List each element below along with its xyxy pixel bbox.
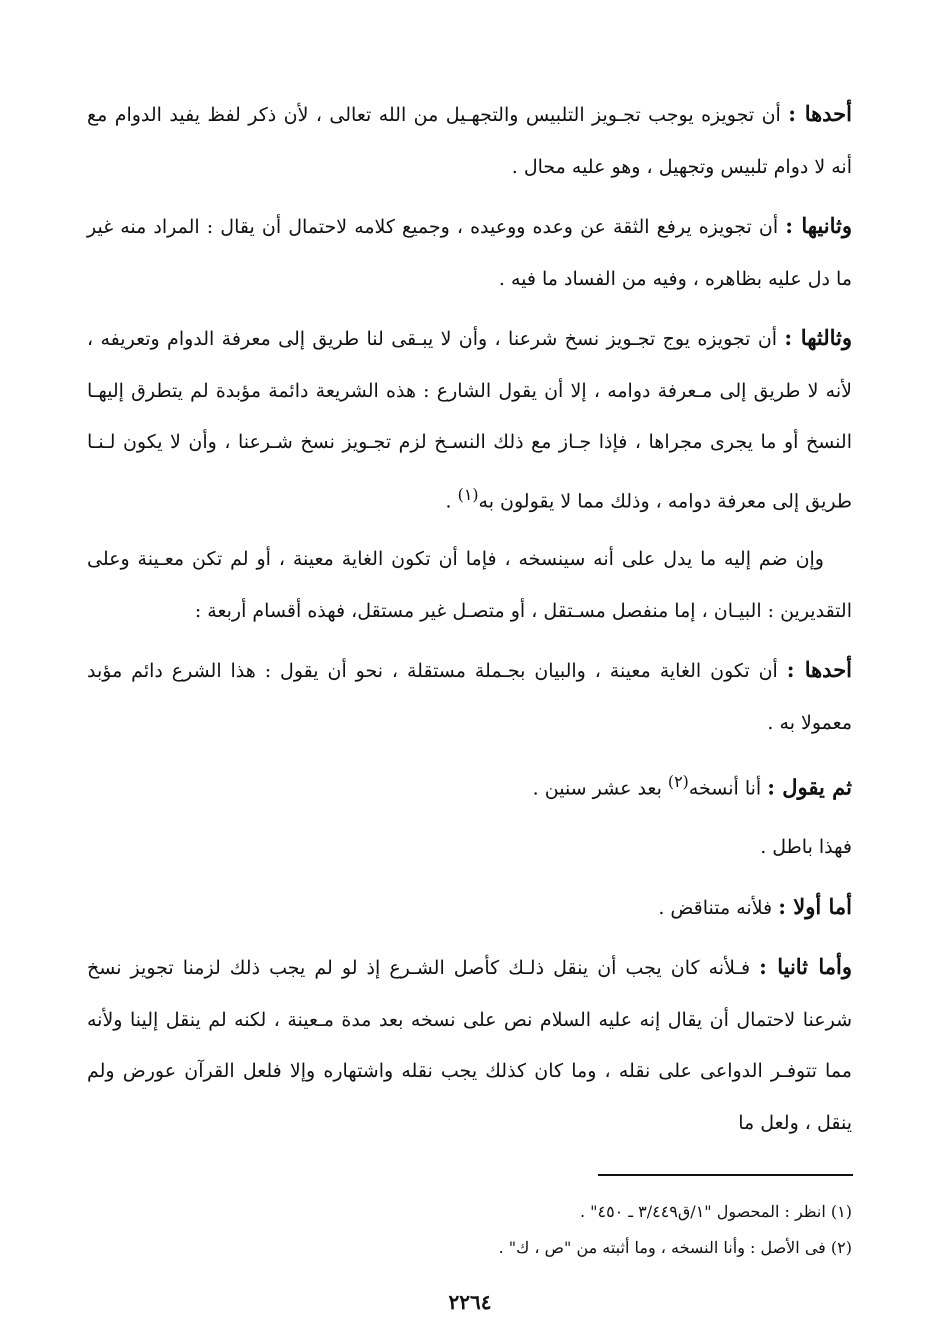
footnote-ref: (٢) bbox=[667, 772, 689, 792]
paragraph-6 bbox=[87, 756, 852, 815]
paragraph-9 bbox=[87, 941, 852, 1149]
footnotes bbox=[87, 1194, 852, 1266]
page-number: ٢٢٦٤ bbox=[448, 1290, 492, 1314]
paragraph-text: فهذا باطل . bbox=[760, 836, 852, 859]
paragraph-1 bbox=[87, 88, 852, 193]
footnote-1: (١) انظر : المحصول "١/ق٣/٤٤٩ ـ ٤٥٠" . bbox=[579, 1202, 852, 1221]
paragraph-tail: . bbox=[445, 489, 458, 512]
paragraph-3 bbox=[87, 312, 852, 527]
paragraph-lead: أحدها : bbox=[786, 657, 853, 683]
paragraph-text: فـلأنه كان يجب أن ينقل ذلـك كأصل الشـرع إذ لو لم يجب ذلك لزمنا تجويز نسخ شرعنا لاحتمال أن يقال إنه عليه السلام نص على نسخه بعد مدة مـعينة ، لكنه لم ينقل إلينا ولأنه مما تتوفـر الدواعى على نقله ، وما كان كذلك يجب نقله واشتهاره وإلا فلعل القرآن عورض ولم ينقل ، ولعل ما bbox=[87, 957, 852, 1134]
paragraph-text: أن تجويزه يوجب تجـويز التلبيس والتجهـيل من الله تعالى ، لأن ذكر لفظ يفيد الدوام مع أنه لا دوام تلبيس وتجهيل ، وهو عليه محال . bbox=[87, 104, 852, 178]
footnote-separator bbox=[598, 1174, 853, 1176]
paragraph-lead: أحدها : bbox=[788, 101, 853, 126]
paragraph-4 bbox=[87, 534, 852, 637]
paragraph-lead: أما أولا : bbox=[778, 893, 852, 919]
paragraph-lead: وثانيها : bbox=[785, 213, 852, 238]
paragraph-5 bbox=[87, 644, 852, 749]
paragraph-text: وإن ضم إليه ما يدل على أنه سينسخه ، فإما أن تكون الغاية معينة ، أو لم تكن معـينة وعلى التقديرين : البيـان ، إما منفصل مسـتقل ، أو متصـل غير مستقل، فهذه أقسام أربعة : bbox=[87, 548, 852, 622]
paragraph-text: فلأنه متناقض . bbox=[658, 896, 779, 919]
paragraph-lead: وثالثها : bbox=[784, 325, 853, 350]
paragraph-text: أن تجويزه يرفع الثقة عن وعده ووعيده ، وجميع كلامه لاحتمال أن يقال : المراد منه غير ما دل عليه بظاهره ، وفيه من الفساد ما فيه . bbox=[87, 216, 852, 290]
paragraph-tail: بعد عشر سنين . bbox=[532, 777, 668, 800]
footnote-ref: (١) bbox=[457, 484, 479, 504]
paragraph-7 bbox=[87, 822, 852, 874]
paragraph-lead: وأما ثانيا : bbox=[759, 954, 852, 980]
paragraph-text: أن تجويزه يوج تجـويز نسخ شرعنا ، وأن لا يبـقى لنا طريق إلى معرفة الدوام وتعريفه ، لأنه لا طريق إلى مـعرفة دوامه ، إلا أن يقول الشارع : هذه الشريعة دائمة مؤبدة لم يتطرق إليهـا النسخ أو ما يجرى مجراها ، فإذا جـاز مع ذلك النسـخ لزم تجـويز نسخ شـرعنا ، وأن لا يكون لـنـا طريق إلى معرفة دوامه ، وذلك مما لا يقولون به bbox=[87, 328, 852, 512]
paragraph-8 bbox=[87, 881, 852, 935]
paragraph-2 bbox=[87, 200, 852, 305]
paragraph-lead: ثم يقول : bbox=[767, 774, 852, 800]
paragraph-text: أن تكون الغاية معينة ، والبيان بجـملة مستقلة ، نحو أن يقول : هذا الشرع دائم مؤبد معمولا به . bbox=[87, 660, 852, 734]
paragraph-text: أنا أنسخه bbox=[688, 777, 768, 800]
footnote-2: (٢) فى الأصل : وأنا النسخه ، وما أثبته من "ص ، ك" . bbox=[498, 1238, 852, 1257]
main-text bbox=[87, 88, 852, 1156]
